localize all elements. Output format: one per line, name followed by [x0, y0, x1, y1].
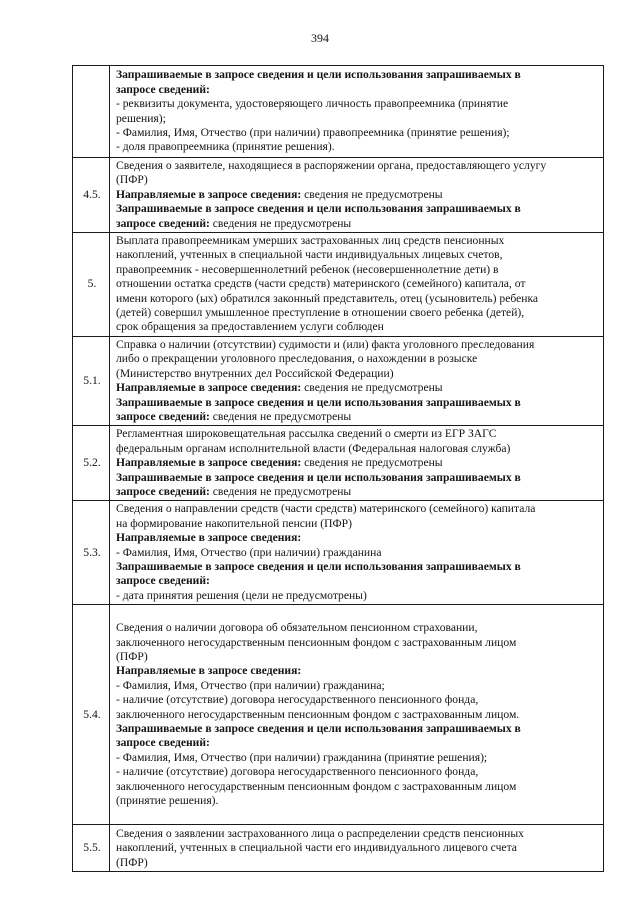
- text-line: запросе сведений:: [116, 574, 210, 588]
- text-line: запросе сведений:: [116, 82, 210, 96]
- table-row: [73, 605, 604, 825]
- text-line: запросе сведений:: [116, 736, 210, 750]
- text-line: Запрашиваемые в запросе сведения и цели использования запрашиваемых в: [116, 560, 521, 574]
- bold-label: запросе сведений:: [116, 409, 213, 423]
- text-line: имени которого (ых) обратился законный представитель, отец (усыновитель) ребенка: [116, 291, 539, 305]
- bold-label: Направляемые в запросе сведения:: [116, 456, 305, 470]
- text-line: (ПФР): [116, 855, 148, 869]
- text-line: на формирование накопительной пенсии (ПФР): [116, 516, 352, 530]
- text-line: [116, 381, 599, 395]
- row-content: [110, 66, 604, 158]
- row-number: 5.1.: [73, 336, 110, 425]
- row-content: [110, 158, 604, 233]
- text-line: - Фамилия, Имя, Отчество (при наличии) гражданина;: [116, 678, 385, 692]
- row-number: 5.2.: [73, 426, 110, 501]
- bold-label: запросе сведений:: [116, 484, 213, 498]
- text-line: Запрашиваемые в запросе сведения и цели использования запрашиваемых в: [116, 202, 521, 216]
- text-value: сведения не предусмотрены: [212, 409, 352, 423]
- text-line: Регламентная широковещательная рассылка сведений о смерти из ЕГР ЗАГС: [116, 427, 497, 441]
- text-line: - Фамилия, Имя, Отчество (при наличии) правопреемника (принятие решения);: [116, 125, 510, 139]
- text-value: сведения не предусмотрены: [212, 216, 352, 230]
- table-row: [73, 233, 604, 337]
- bold-label: запросе сведений:: [116, 216, 213, 230]
- text-line: [116, 188, 599, 202]
- row-number: 4.5.: [73, 158, 110, 233]
- text-line: - реквизиты документа, удостоверяющего личность правопреемника (принятие: [116, 97, 509, 111]
- text-line: федеральным органам исполнительной власти (Федеральная налоговая служба): [116, 441, 511, 455]
- text-line: отношении остатка средств (части средств) материнского (семейного) капитала, от: [116, 277, 526, 291]
- text-line: заключенного негосударственным пенсионным фондом с застрахованным лицом.: [116, 707, 520, 721]
- table-row: [73, 336, 604, 425]
- text-line: [116, 217, 599, 231]
- text-value: сведения не предусмотрены: [304, 187, 443, 201]
- text-line: (Министерство внутренних дел Российской Федерации): [116, 366, 394, 380]
- text-line: - Фамилия, Имя, Отчество (при наличии) гражданина: [116, 545, 382, 559]
- text-value: сведения не предусмотрены: [212, 484, 352, 498]
- text-line: накоплений, учтенных в специальной части индивидуальных лицевых счетов,: [116, 248, 503, 262]
- table-row: [73, 825, 604, 872]
- text-line: (ПФР): [116, 173, 148, 187]
- text-line: [116, 485, 599, 499]
- text-line: Сведения о заявлении застрахованного лица о распределении средств пенсионных: [116, 826, 524, 840]
- text-line: Направляемые в запросе сведения:: [116, 664, 302, 678]
- text-line: - наличие (отсутствие) договора негосударственного пенсионного фонда,: [116, 693, 479, 707]
- table-row: [73, 66, 604, 158]
- text-line: (принятие решения).: [116, 794, 219, 808]
- text-line: - Фамилия, Имя, Отчество (при наличии) гражданина (принятие решения);: [116, 750, 488, 764]
- row-content: [110, 825, 604, 872]
- row-content: [110, 426, 604, 501]
- services-table: [72, 65, 604, 872]
- text-line: Запрашиваемые в запросе сведения и цели использования запрашиваемых в: [116, 470, 521, 484]
- text-value: сведения не предусмотрены: [304, 381, 443, 395]
- text-line: Сведения о наличии договора об обязательном пенсионном страховании,: [116, 621, 478, 635]
- text-line: заключенного негосударственным пенсионным фондом с застрахованным лицом: [116, 635, 517, 649]
- bold-label: Направляемые в запросе сведения:: [116, 187, 305, 201]
- row-content: [110, 336, 604, 425]
- bold-label: Направляемые в запросе сведения:: [116, 381, 305, 395]
- text-value: сведения не предусмотрены: [304, 456, 443, 470]
- text-line: заключенного негосударственным пенсионным фондом с застрахованным лицом: [116, 779, 517, 793]
- text-line: Справка о наличии (отсутствии) судимости и (или) факта уголовного преследования: [116, 337, 535, 351]
- text-line: правопреемник - несовершеннолетний ребенок (несовершеннолетние дети) в: [116, 262, 499, 276]
- text-line: (детей) совершил умышленное преступление в отношении своего ребенка (детей),: [116, 306, 525, 320]
- table-row: [73, 426, 604, 501]
- row-number: 5.3.: [73, 501, 110, 605]
- row-number: 5.4.: [73, 605, 110, 825]
- row-number: 5.5.: [73, 825, 110, 872]
- row-content: [110, 605, 604, 825]
- text-line: Выплата правопреемникам умерших застрахованных лиц средств пенсионных: [116, 234, 505, 248]
- text-line: (ПФР): [116, 650, 148, 664]
- table-body: [73, 66, 604, 872]
- text-line: - наличие (отсутствие) договора негосударственного пенсионного фонда,: [116, 765, 479, 779]
- page-number: 394: [311, 31, 329, 45]
- table-row: [73, 501, 604, 605]
- row-content: [110, 501, 604, 605]
- text-line: [116, 410, 599, 424]
- text-line: либо о прекращении уголовного преследования, о нахождении в розыске: [116, 352, 478, 366]
- table-row: [73, 158, 604, 233]
- text-line: Запрашиваемые в запросе сведения и цели использования запрашиваемых в: [116, 395, 521, 409]
- text-line: Запрашиваемые в запросе сведения и цели использования запрашиваемых в: [116, 68, 521, 82]
- text-line: срок обращения за предоставлением услуги соблюден: [116, 320, 384, 334]
- text-line: - доля правопреемника (принятие решения).: [116, 140, 335, 154]
- text-line: накоплений, учтенных в специальной части его индивидуального лицевого счета: [116, 841, 517, 855]
- row-content: [110, 233, 604, 337]
- text-line: Сведения о заявителе, находящиеся в распоряжении органа, предоставляющего услугу: [116, 159, 547, 172]
- text-line: Запрашиваемые в запросе сведения и цели использования запрашиваемых в: [116, 722, 521, 736]
- text-line: [116, 456, 599, 470]
- text-line: решения);: [116, 111, 166, 125]
- text-line: Направляемые в запросе сведения:: [116, 531, 302, 545]
- text-line: Сведения о направлении средств (части средств) материнского (семейного) капитала: [116, 502, 536, 516]
- text-line: - дата принятия решения (цели не предусмотрены): [116, 588, 367, 602]
- row-number: [73, 66, 110, 158]
- row-number: 5.: [73, 233, 110, 337]
